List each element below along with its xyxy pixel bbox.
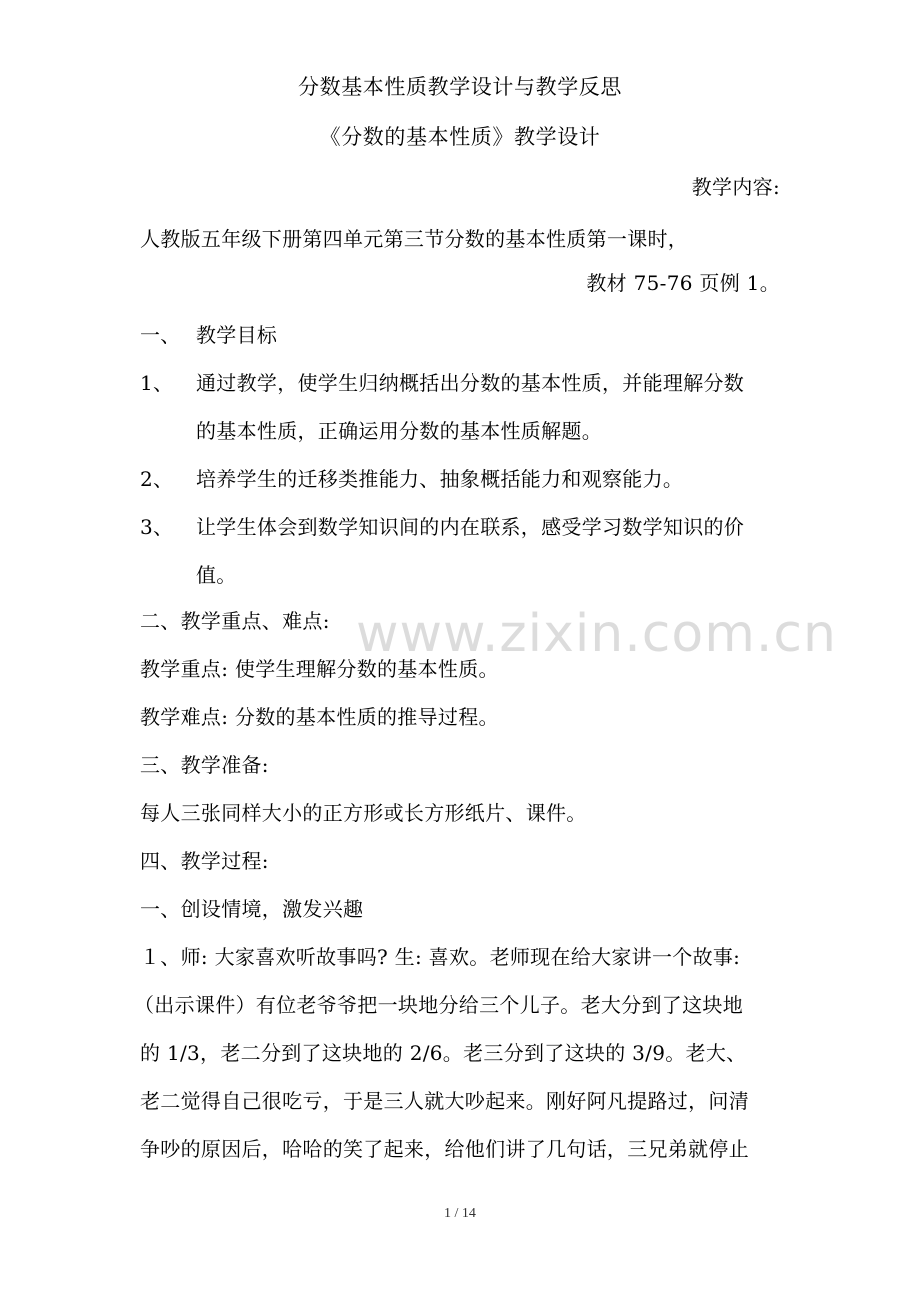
story-line-5: 争吵的原因后，哈哈的笑了起来，给他们讲了几句话，三兄弟就停止 <box>140 1137 749 1161</box>
preparation-text: 每人三张同样大小的正方形或长方形纸片、课件。 <box>140 801 587 825</box>
section-1-heading <box>140 322 277 348</box>
goal-3-number: 3、 <box>140 515 174 539</box>
goal-3-line-2: 值。 <box>196 563 237 587</box>
goal-3-line-1: 让学生体会到数学知识间的内在联系，感受学习数学知识的价 <box>196 515 745 539</box>
section-4-heading: 四、教学过程: <box>140 849 269 873</box>
goal-1-number: 1、 <box>140 371 174 395</box>
goal-3 <box>140 514 744 540</box>
page-indicator: 1 / 14 <box>444 1206 476 1221</box>
document-subtitle: 《分数的基本性质》教学设计 <box>319 125 601 149</box>
section-3-heading: 三、教学准备: <box>140 753 269 777</box>
goal-1-line-2: 的基本性质，正确运用分数的基本性质解题。 <box>196 419 602 443</box>
goal-2-number: 2、 <box>140 467 174 491</box>
section-1-title: 教学目标 <box>196 323 278 347</box>
difficult-point: 教学难点: 分数的基本性质的推导过程。 <box>140 705 499 729</box>
goal-2 <box>140 466 683 492</box>
story-line-3: 的 1/3，老二分到了这块地的 2/6。老三分到了这块的 3/9。老大、 <box>140 1041 747 1065</box>
document-title: 分数基本性质教学设计与教学反思 <box>298 75 622 99</box>
story-line-1: １、师: 大家喜欢听故事吗? 生: 喜欢。老师现在给大家讲一个故事: <box>140 945 741 969</box>
watermark: www.zixin.com.cn <box>356 604 837 664</box>
story-line-4: 老二觉得自己很吃亏，于是三人就大吵起来。刚好阿凡提路过，问清 <box>140 1089 749 1113</box>
key-point: 教学重点: 使学生理解分数的基本性质。 <box>140 657 499 681</box>
goal-2-text: 培养学生的迁移类推能力、抽象概括能力和观察能力。 <box>196 467 684 491</box>
content-line-1: 人教版五年级下册第四单元第三节分数的基本性质第一课时， <box>140 227 689 251</box>
story-line-2: （出示课件）有位老爷爷把一块地分给三个儿子。老大分到了这块地 <box>134 993 743 1017</box>
content-line-2: 教材 75-76 页例 1。 <box>586 271 780 295</box>
goal-1 <box>140 370 744 396</box>
content-label: 教学内容: <box>691 175 780 199</box>
step-1-heading: 一、创设情境，激发兴趣 <box>140 897 364 921</box>
goal-1-line-1: 通过教学，使学生归纳概括出分数的基本性质，并能理解分数 <box>196 371 745 395</box>
section-2-heading: 二、教学重点、难点: <box>140 609 330 633</box>
section-1-number: 一、 <box>140 323 181 347</box>
